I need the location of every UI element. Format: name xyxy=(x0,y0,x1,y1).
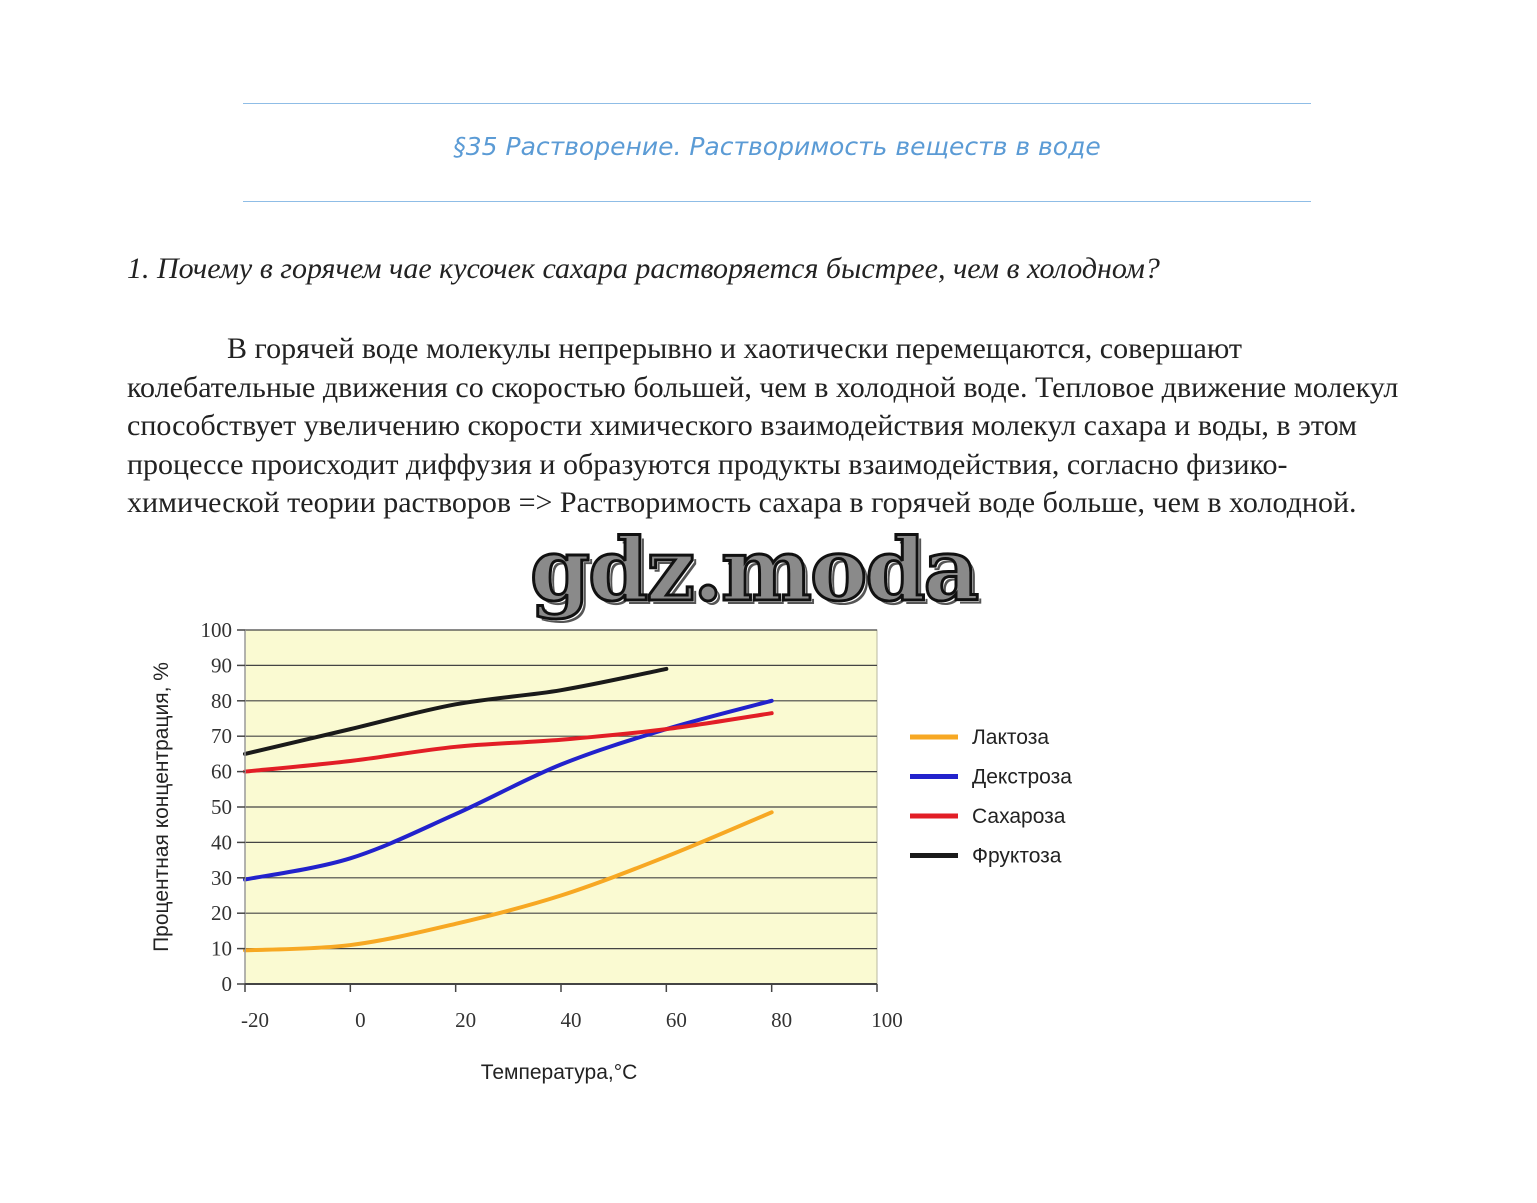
y-tick-label: 0 xyxy=(221,972,232,996)
y-axis-title: Процентная концентрация, % xyxy=(150,662,173,952)
y-tick-label: 60 xyxy=(211,759,232,784)
y-tick-label: 40 xyxy=(211,830,232,855)
y-tick-label: 90 xyxy=(211,653,232,678)
y-tick-label: 10 xyxy=(211,936,232,961)
legend xyxy=(910,726,1072,868)
legend-label: Лактоза xyxy=(972,726,1050,749)
x-tick-label: 0 xyxy=(355,1008,366,1032)
x-tick-label: -20 xyxy=(241,1008,269,1032)
answer-text: В горячей воде молекулы непрерывно и хаотически перемещаются, совершают колебательные движения со скоростью большей, чем в холодной воде. Тепловое движение молекул способствует увеличению скорости химического взаимодействия молекул сахара и воды, в этом процессе происходит диффузия и образуются продукты взаимодействия, согласно физико-химической теории растворов => Растворимость сахара в горячей воде больше, чем в холодной. xyxy=(127,332,1399,520)
legend-label: Фруктоза xyxy=(972,844,1062,868)
x-tick-label: 40 xyxy=(560,1008,582,1032)
y-tick-label: 20 xyxy=(211,901,232,926)
section-title: §35 Растворение. Растворимость веществ в воде xyxy=(453,132,1101,161)
y-tick-label: 100 xyxy=(200,618,232,642)
x-tick-label: 80 xyxy=(771,1008,793,1032)
x-tick-label: 20 xyxy=(455,1008,477,1032)
x-tick-label: 60 xyxy=(665,1008,687,1032)
y-tick-label: 50 xyxy=(211,795,232,819)
legend-label: Декстроза xyxy=(972,765,1072,789)
y-tick-label: 80 xyxy=(211,688,232,713)
y-tick-label: 30 xyxy=(211,865,232,890)
question-text: 1. Почему в горячем чае кусочек сахара растворяется быстрее, чем в холодном? xyxy=(127,252,1160,285)
watermark-logo: gdz.moda xyxy=(530,520,978,621)
legend-label: Сахароза xyxy=(972,805,1066,828)
x-tick-label: 100 xyxy=(871,1008,903,1032)
y-tick-label: 70 xyxy=(211,724,232,749)
x-axis-title: Температура,°С xyxy=(480,1061,638,1084)
